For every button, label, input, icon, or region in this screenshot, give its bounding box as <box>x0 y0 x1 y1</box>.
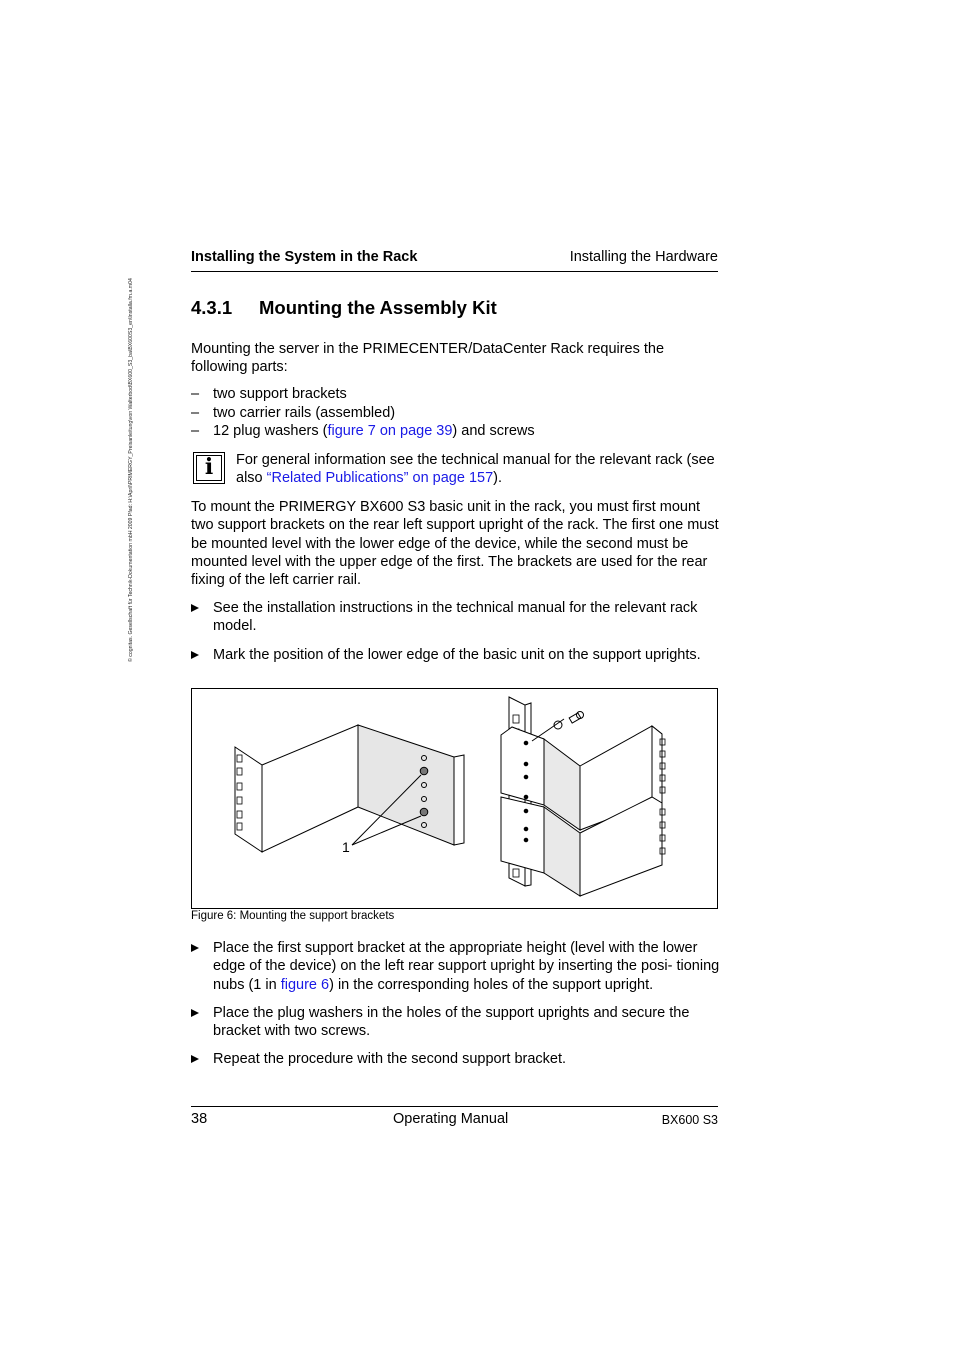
step-text-part: Place the first support bracket at the appropriate height (level with the lower edge of the device) on the left rear support upright by inserting the posi- tioning nubs (1 in <box>213 940 720 993</box>
dash-marker: – <box>191 423 200 439</box>
figure-7-link[interactable]: figure 7 on page 39 <box>327 423 453 439</box>
text-fragment: ) and screws <box>452 423 535 439</box>
support-bracket-figure <box>191 688 718 909</box>
info-note <box>236 451 721 488</box>
figure-caption: Figure 6: Mounting the support brackets <box>191 910 395 922</box>
step-text-part: ) in the corresponding holes of the support upright. <box>329 976 654 993</box>
manual-title: Operating Manual <box>393 1111 509 1127</box>
arrow-bullet-icon <box>191 1055 199 1063</box>
info-icon: i <box>193 452 225 484</box>
step-text <box>213 939 723 994</box>
note-text-end: ). <box>493 470 503 487</box>
dash-marker: – <box>191 405 200 421</box>
intro-paragraph: Mounting the server in the PRIMECENTER/DataCenter Rack requires the following parts: <box>191 341 665 376</box>
step-text: Repeat the procedure with the second support bracket. <box>213 1051 567 1067</box>
figure-6-link[interactable]: figure 6 <box>280 976 330 993</box>
header-section: Installing the Hardware <box>569 249 718 265</box>
file-path-note <box>118 240 134 670</box>
dash-marker: – <box>191 386 200 402</box>
arrow-bullet-icon <box>191 944 199 952</box>
page-footer <box>191 1106 718 1137</box>
page-number: 38 <box>191 1111 208 1127</box>
running-header <box>191 249 718 272</box>
list-item-text <box>213 423 535 439</box>
text-fragment: 12 plug washers ( <box>213 423 328 439</box>
note-text: For general information see the technical manual for the relevant rack (see also <box>236 452 715 487</box>
step-text: Place the plug washers in the holes of the support uprights and secure the bracket with two screws. <box>213 1005 690 1040</box>
related-publications-link[interactable]: “Related Publications” on page 157 <box>266 470 494 487</box>
header-chapter: Installing the System in the Rack <box>191 249 418 265</box>
section-heading <box>191 297 497 319</box>
file-path-text: © cognitas. Gesellschaft für Technik-Dokumentation mbH 2009 Pfad: H:\April\PRIMERGY_Preisanleitung\von Walterbod\BX600_S3_ba\BX600S3_en\Installa.fm.a.m04 <box>128 278 134 662</box>
step-text: Mark the position of the lower edge of the basic unit on the support uprights. <box>213 647 701 663</box>
callout-label: 1 <box>342 839 350 855</box>
list-item-text: two carrier rails (assembled) <box>213 405 396 421</box>
bracket-illustration <box>192 689 717 908</box>
step-text: See the installation instructions in the technical manual for the relevant rack model. <box>213 600 698 635</box>
arrow-bullet-icon <box>191 651 199 659</box>
section-title: Mounting the Assembly Kit <box>259 297 497 318</box>
arrow-bullet-icon <box>191 1009 199 1017</box>
body-paragraph: To mount the PRIMERGY BX600 S3 basic unit in the rack, you must first mount two support brackets on the rear left support upright of the rack. The first one must be mounted level with the lower edge of the device, while the second must be mounted level with the upper edge of the first. The brackets are used for the rear fixing of the left carrier rail. <box>191 499 719 589</box>
list-item-text: two support brackets <box>213 386 347 402</box>
section-number: 4.3.1 <box>191 297 233 318</box>
arrow-bullet-icon <box>191 604 199 612</box>
product-name: BX600 S3 <box>661 1113 718 1127</box>
